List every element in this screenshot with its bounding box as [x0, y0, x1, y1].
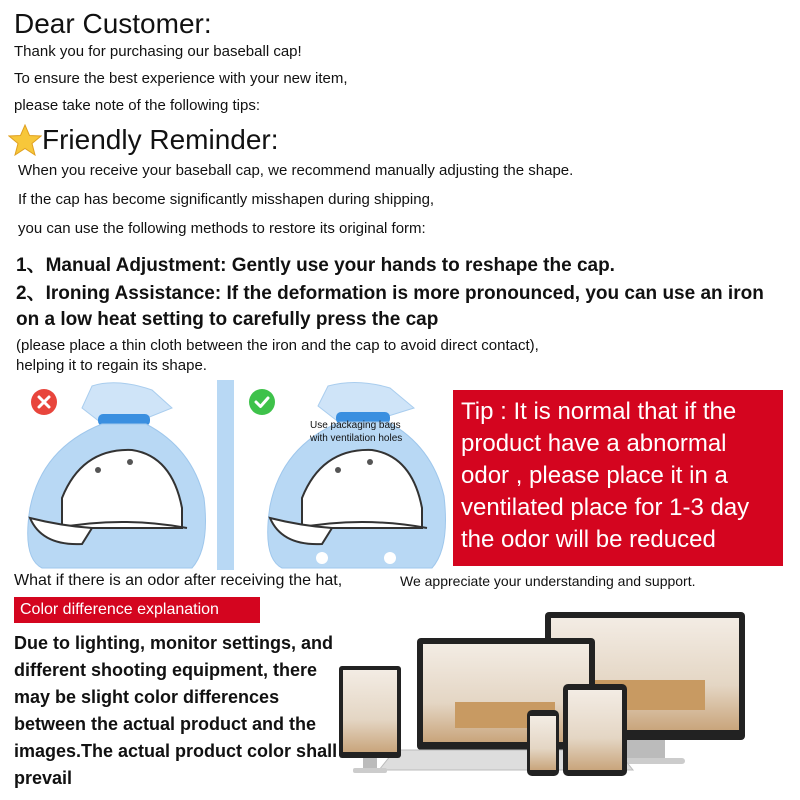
note-line-1: (please place a thin cloth between the iron and the cap to avoid direct contact),: [16, 337, 539, 354]
tip-box: Tip : It is normal that if the product have a abnormal odor , please place it in a ventilated place for 1-3 day the odor will be reduced: [453, 390, 783, 566]
reminder-line-2: If the cap has become significantly misshapen during shipping,: [18, 191, 435, 208]
intro-line-3: please take note of the following tips:: [14, 97, 260, 114]
bag-label-line-1: Use packaging bags: [310, 420, 401, 431]
ventilated-bag-illustration: [262, 378, 452, 573]
appreciation-text: We appreciate your understanding and support.: [400, 573, 696, 589]
reminder-line-1: When you receive your baseball cap, we recommend manually adjusting the shape.: [18, 162, 574, 179]
devices-illustration: [335, 610, 785, 785]
reminder-title: Friendly Reminder:: [42, 124, 279, 155]
color-difference-text: Due to lighting, monitor settings, and different shooting equipment, there may be slight color differences between the actual product and the images.The actual product color shall prevail: [14, 633, 338, 788]
intro-line-1: Thank you for purchasing our baseball cap!: [14, 43, 302, 60]
star-icon: [8, 124, 42, 156]
bag-label-line-2: with ventilation holes: [310, 433, 403, 444]
reminder-line-3: you can use the following methods to restore its original form:: [18, 220, 426, 237]
check-circle-icon: [248, 388, 276, 416]
method-2-cont: on a low heat setting to carefully press the cap: [16, 309, 439, 330]
method-2: 2、Ironing Assistance: If the deformation is more pronounced, you can use an iron: [16, 283, 764, 304]
method-1: 1、Manual Adjustment: Gently use your hands to reshape the cap.: [16, 255, 615, 276]
intro-line-2: To ensure the best experience with your new item,: [14, 70, 348, 87]
odor-question: What if there is an odor after receiving the hat,: [14, 572, 343, 589]
x-circle-icon: [30, 388, 58, 416]
color-difference-title: Color difference explanation: [14, 597, 260, 623]
note-line-2: helping it to regain its shape.: [16, 357, 207, 374]
greeting-title: Dear Customer:: [14, 8, 212, 39]
divider-bar: [217, 380, 234, 570]
